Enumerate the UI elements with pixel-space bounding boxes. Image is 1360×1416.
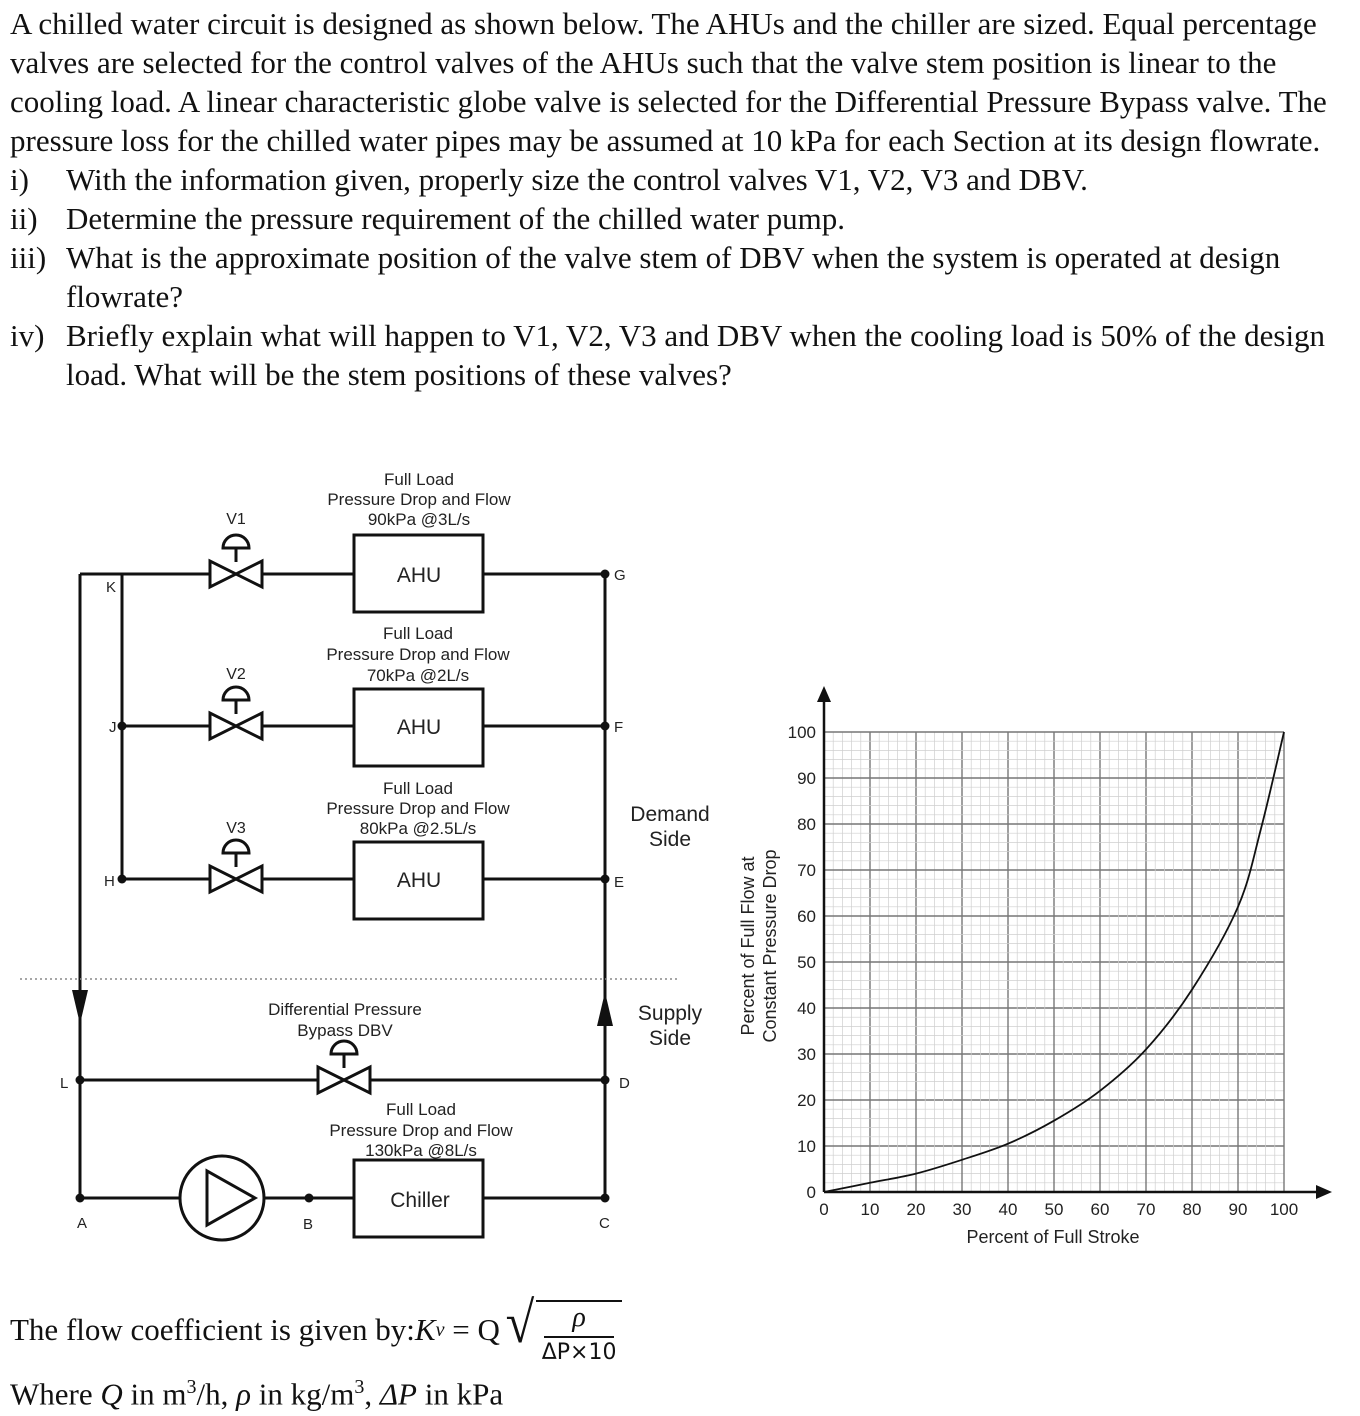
x-tick-label: 50: [1044, 1200, 1064, 1219]
valve-v1-label: V1: [226, 511, 246, 528]
node-j: J: [109, 719, 117, 736]
node-d: D: [619, 1075, 630, 1092]
item-number: iv): [10, 318, 45, 353]
item-text: With the information given, properly size the control valves V1, V2, V3 and DBV.: [66, 162, 1088, 197]
node-b: B: [303, 1216, 314, 1233]
dbv-label-1: Differential Pressure: [268, 1000, 422, 1019]
svg-text:Pressure Drop and Flow: Pressure Drop and Flow: [326, 645, 510, 664]
ahu-1: [354, 535, 483, 612]
ahu-3-spec: 80kPa @2.5L/s: [359, 819, 477, 838]
y-tick-label: 20: [797, 1091, 816, 1110]
y-tick-label: 70: [797, 861, 816, 880]
x-tick-label: 90: [1228, 1200, 1248, 1219]
valve-v2-label: V2: [226, 666, 246, 683]
supply-side-label: Supply: [637, 1002, 703, 1025]
y-tick-label: 10: [797, 1137, 816, 1156]
x-tick-label: 30: [952, 1200, 972, 1219]
kv-subscript: v: [435, 1318, 445, 1341]
x-tick-label: 20: [906, 1200, 926, 1219]
y-tick-label: 80: [797, 815, 816, 834]
node-g: G: [614, 567, 626, 584]
chart-y-label-2: Constant Pressure Drop: [760, 849, 780, 1043]
x-tick-label: 0: [819, 1200, 829, 1219]
formula-units: Where Q in $m^3/h$, ρ in $kg/m^3$, ΔP in kPa: [10, 1376, 504, 1412]
node-k: K: [106, 579, 117, 596]
svg-text:Full Load: Full Load: [386, 1100, 456, 1119]
formula-prefix: The flow coefficient is given by:: [10, 1312, 415, 1347]
question-text: [10, 4, 1350, 394]
upflow-arrow: [597, 992, 613, 1026]
y-tick-label: 30: [797, 1045, 816, 1064]
node-a: A: [77, 1215, 88, 1232]
pump: [180, 1156, 264, 1240]
x-tick-label: 80: [1182, 1200, 1202, 1219]
svg-text:Pressure Drop and Flow: Pressure Drop and Flow: [326, 799, 510, 818]
valve-dbv-icon: [318, 1041, 370, 1093]
chiller-label: Chiller: [390, 1189, 450, 1212]
ahu-2-spec: 70kPa @2L/s: [366, 666, 470, 685]
node-f: F: [614, 719, 624, 736]
flow-coefficient-formula: [10, 1290, 910, 1412]
sqrt-icon: √: [505, 1290, 535, 1355]
chart-x-label: Percent of Full Stroke: [966, 1227, 1140, 1247]
item-text: What is the approximate position of the valve stem of DBV when the system is operated at design flowrate?: [66, 240, 1281, 314]
valve-v1-icon: [210, 535, 262, 587]
item-number: i): [10, 162, 29, 197]
fraction-numerator: ρ: [544, 1302, 613, 1338]
x-tick-label: 100: [1269, 1200, 1299, 1219]
junction-dots: [76, 570, 610, 1203]
circuit-figure: [0, 455, 1360, 1275]
equals-q: = Q: [444, 1312, 500, 1347]
question-item-2: [10, 199, 1350, 238]
svg-text:Full Load: Full Load: [384, 470, 454, 489]
fraction-denominator: ΔP×10: [541, 1340, 617, 1365]
y-tick-label: 0: [806, 1183, 816, 1202]
x-tick-label: 60: [1090, 1200, 1110, 1219]
y-axis-arrow-icon: [817, 686, 831, 702]
ahu-label: AHU: [396, 869, 442, 892]
valve-v2-icon: [210, 687, 262, 739]
dbv-label-2: Bypass DBV: [297, 1021, 393, 1040]
ahu-1-spec: 90kPa @3L/s: [367, 510, 471, 529]
node-c: C: [599, 1215, 610, 1232]
ahu-3: [354, 842, 483, 919]
x-tick-label: 10: [860, 1200, 880, 1219]
svg-text:Side: Side: [648, 1027, 692, 1050]
x-tick-label: 40: [998, 1200, 1018, 1219]
y-tick-label: 90: [797, 769, 816, 788]
sqrt-fraction: [504, 1292, 623, 1368]
chart-y-label-1: Percent of Full Flow at: [738, 856, 758, 1036]
valve-characteristic-chart: [738, 686, 1332, 1247]
demand-side-label: Demand: [630, 803, 710, 826]
chiller-spec: 130kPa @8L/s: [365, 1141, 477, 1160]
downflow-arrow: [72, 990, 88, 1024]
node-l: L: [60, 1075, 69, 1092]
x-axis-arrow-icon: [1316, 1185, 1332, 1199]
question-intro: A chilled water circuit is designed as shown below. The AHUs and the chiller are sized. Equal percentage valves are selected for the control valves of the AHUs such that the valve stem position is linear to the cooling load. A linear characteristic globe valve is selected for the Differential Pressure Bypass valve. The pressure loss for the chilled water pipes may be assumed at 10 kPa for each Section at its design flowrate.: [10, 6, 1327, 158]
item-text: Briefly explain what will happen to V1, V2, V3 and DBV when the cooling load is 50% of the design load. What will be the stem positions of these valves?: [66, 318, 1326, 392]
y-tick-label: 40: [797, 999, 816, 1018]
ahu-label: AHU: [396, 564, 442, 587]
svg-text:Side: Side: [648, 828, 692, 851]
y-tick-label: 100: [787, 723, 816, 742]
question-item-3: [10, 238, 1350, 316]
question-item-1: [10, 160, 1350, 199]
svg-text:Pressure Drop and Flow: Pressure Drop and Flow: [329, 1121, 513, 1140]
svg-text:Pressure Drop and Flow: Pressure Drop and Flow: [327, 490, 511, 509]
valve-v3-label: V3: [226, 820, 246, 837]
svg-text:Full Load: Full Load: [383, 779, 453, 798]
x-tick-label: 70: [1136, 1200, 1156, 1219]
item-number: ii): [10, 201, 38, 236]
ahu-2: [354, 689, 483, 766]
y-tick-label: 50: [797, 953, 816, 972]
node-h: H: [104, 873, 115, 890]
svg-text:Full Load: Full Load: [383, 624, 453, 643]
ahu-label: AHU: [396, 716, 442, 739]
question-item-4: [10, 316, 1350, 394]
piping: [80, 574, 605, 1198]
node-e: E: [614, 874, 625, 891]
item-text: Determine the pressure requirement of the chilled water pump.: [66, 201, 846, 236]
chiller: [354, 1160, 483, 1237]
item-number: iii): [10, 240, 47, 275]
kv-symbol: K: [414, 1312, 436, 1347]
chart-grid: [824, 732, 1284, 1192]
y-tick-label: 60: [797, 907, 816, 926]
valve-v3-icon: [210, 840, 262, 892]
